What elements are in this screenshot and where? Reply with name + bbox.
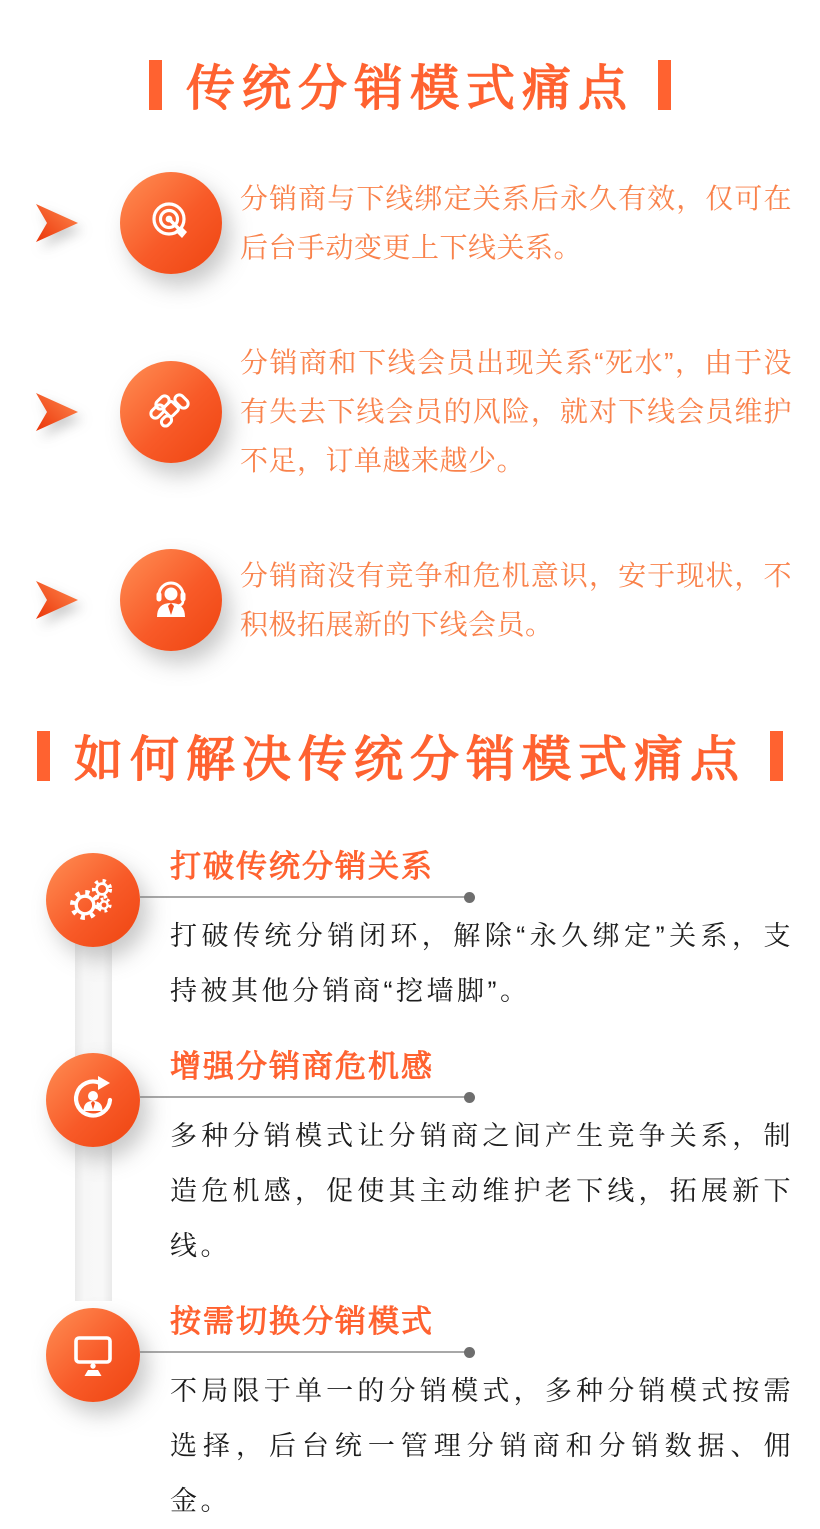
pain-point-item-3 bbox=[0, 549, 820, 651]
underline-dot bbox=[464, 1092, 475, 1103]
title-bar-right bbox=[770, 731, 783, 781]
heading-underline bbox=[140, 1096, 470, 1098]
solution-body-1: 打破传统分销闭环，解除“永久绑定”关系，支持被其他分销商“挖墙脚”。 bbox=[170, 921, 794, 1006]
title-bar-left bbox=[149, 60, 162, 110]
solution-content-1 bbox=[170, 849, 794, 1019]
solution-heading-3: 按需切换分销模式 bbox=[170, 1304, 434, 1339]
pain-point-item-2 bbox=[0, 338, 820, 485]
pain-point-text-2: 分销商和下线会员出现关系“死水”，由于没有失去下线会员的风险，就对下线会员维护不足，订单越来越少。 bbox=[240, 347, 792, 476]
title-bar-left bbox=[37, 731, 50, 781]
pain-point-text-1: 分销商与下线绑定关系后永久有效，仅可在后台手动变更上下线关系。 bbox=[240, 183, 792, 263]
solution-content-2 bbox=[170, 1049, 794, 1274]
user-refresh-icon bbox=[46, 1053, 140, 1147]
pain-point-item-1 bbox=[0, 172, 820, 274]
section2-title-row bbox=[0, 721, 820, 791]
section1-title-row bbox=[0, 0, 820, 120]
solution-item-1 bbox=[0, 849, 820, 1019]
heading-underline bbox=[140, 1351, 470, 1353]
right-arrow-icon bbox=[34, 387, 80, 437]
headset-person-icon bbox=[120, 549, 222, 651]
solution-heading-2: 增强分销商危机感 bbox=[170, 1049, 434, 1084]
handshake-icon bbox=[120, 361, 222, 463]
right-arrow-icon bbox=[34, 575, 80, 625]
solution-list bbox=[0, 849, 820, 1529]
solution-body-3: 不局限于单一的分销模式，多种分销模式按需选择，后台统一管理分销商和分销数据、佣金。 bbox=[170, 1376, 794, 1516]
solution-item-2 bbox=[0, 1049, 820, 1274]
underline-dot bbox=[464, 892, 475, 903]
solution-body-2: 多种分销模式让分销商之间产生竞争关系，制造危机感，促使其主动维护老下线，拓展新下线。 bbox=[170, 1121, 794, 1261]
title-bar-right bbox=[658, 60, 671, 110]
solution-item-3 bbox=[0, 1304, 820, 1529]
heading-underline bbox=[140, 896, 470, 898]
gears-icon bbox=[46, 853, 140, 947]
right-arrow-icon bbox=[34, 198, 80, 248]
solution-heading-1: 打破传统分销关系 bbox=[170, 849, 434, 884]
pain-point-text-3: 分销商没有竞争和危机意识，安于现状，不积极拓展新的下线会员。 bbox=[240, 560, 792, 640]
section1-title: 传统分销模式痛点 bbox=[185, 62, 634, 116]
monitor-icon bbox=[46, 1308, 140, 1402]
section2-title: 如何解决传统分销模式痛点 bbox=[73, 733, 746, 787]
solution-content-3 bbox=[170, 1304, 794, 1529]
pain-point-list bbox=[0, 172, 820, 651]
underline-dot bbox=[464, 1347, 475, 1358]
target-dart-icon bbox=[120, 172, 222, 274]
